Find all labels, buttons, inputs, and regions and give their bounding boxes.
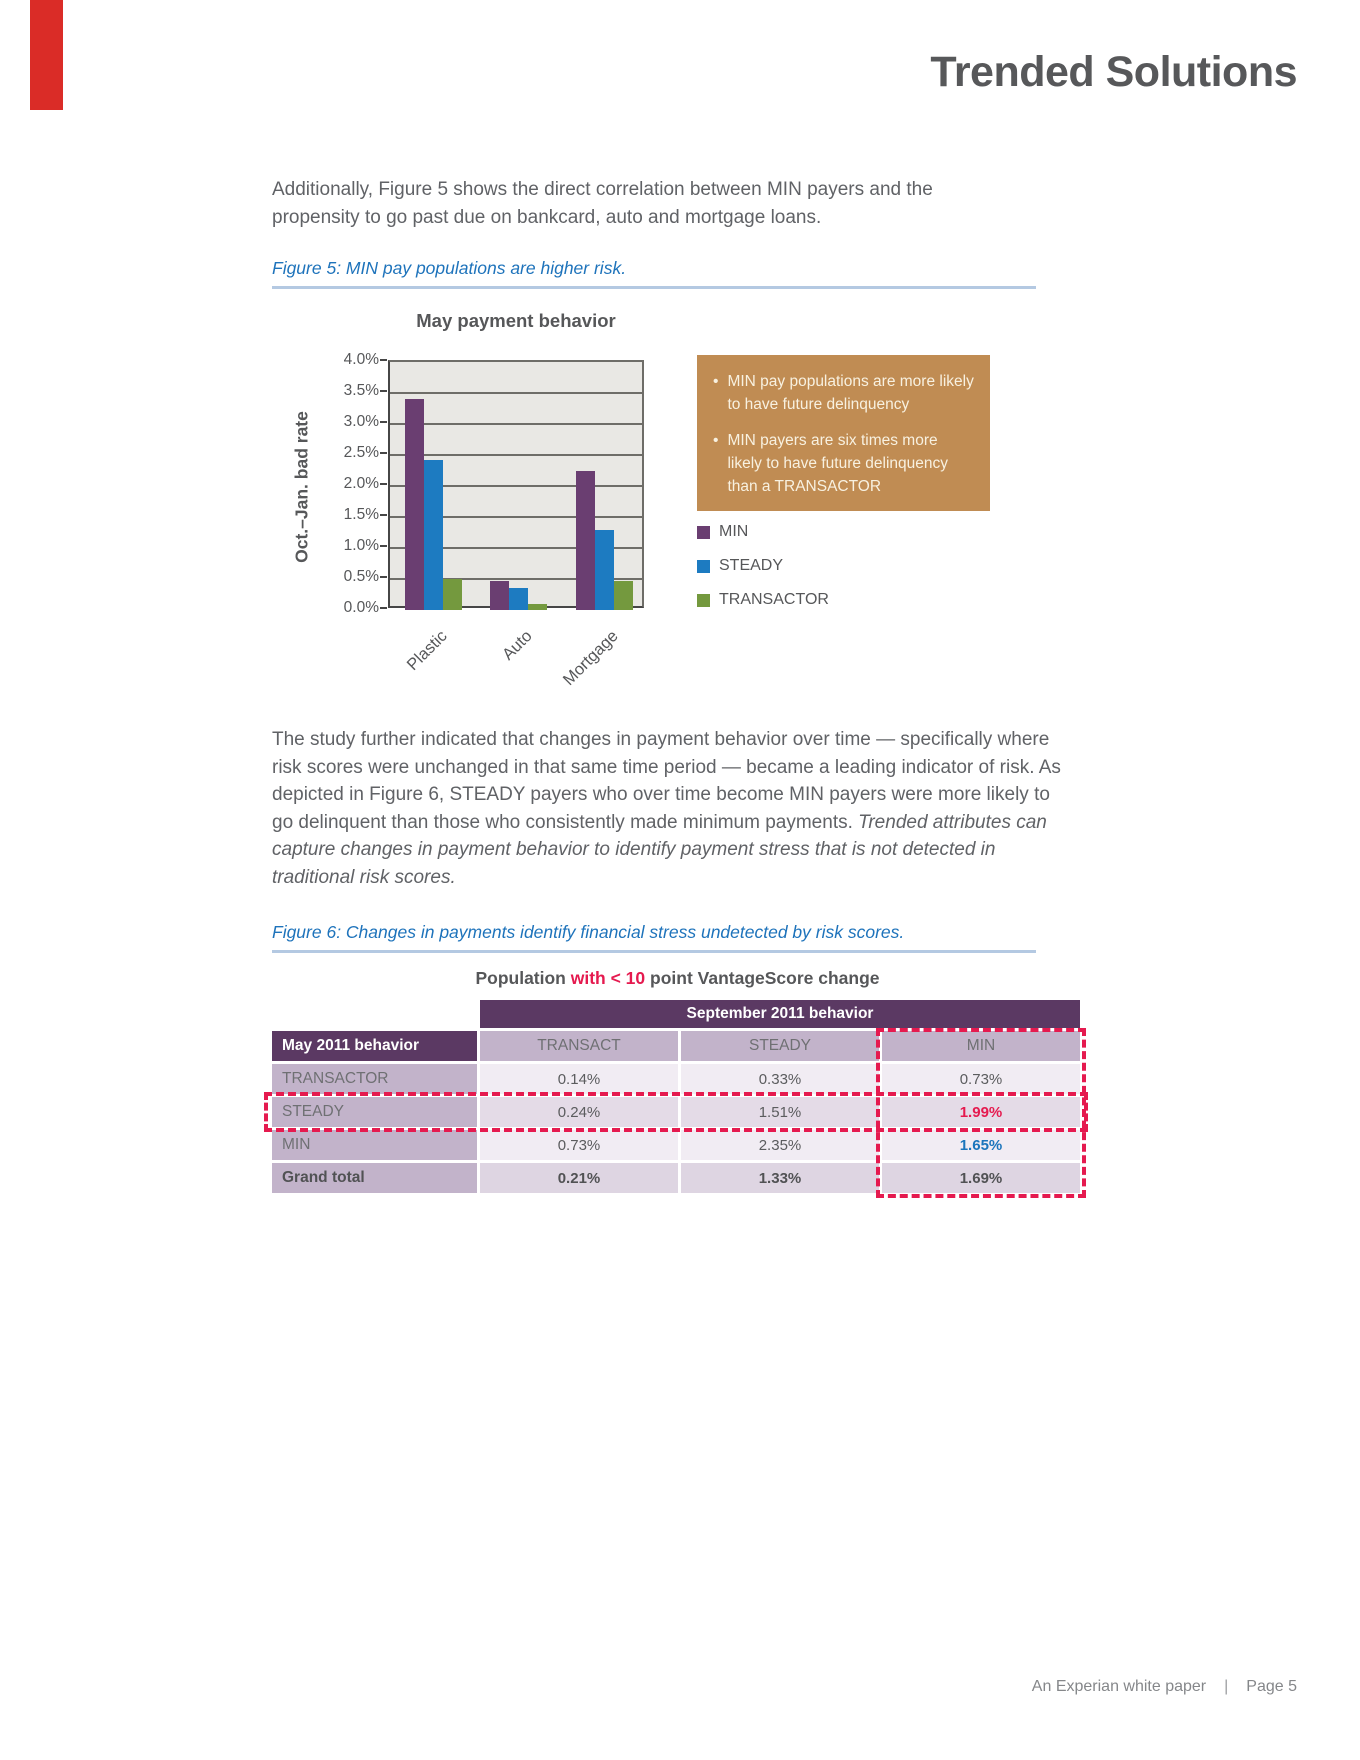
bar-steady-auto: [509, 588, 528, 610]
y-tick-mark: [380, 452, 387, 454]
callout-bullet: [713, 370, 976, 416]
figure5-chart: [272, 300, 1072, 710]
data-cell: 0.73%: [480, 1130, 678, 1160]
callout-box: [697, 355, 990, 511]
y-tick-label: 0.0%: [343, 599, 379, 616]
corner-tab: [30, 0, 63, 110]
data-cell-highlight-blue: 1.65%: [882, 1130, 1080, 1160]
data-cell: 1.33%: [681, 1163, 879, 1193]
row-label-cell: MIN: [272, 1130, 477, 1160]
chart-title: May payment behavior: [416, 310, 616, 331]
bullet-icon: •: [713, 432, 719, 449]
table-row-min: [272, 1130, 1083, 1160]
corner-header-cell: May 2011 behavior: [272, 1031, 477, 1061]
row-label-cell: STEADY: [272, 1097, 477, 1127]
table-title-post: point VantageScore change: [645, 968, 880, 988]
y-tick-mark: [380, 421, 387, 423]
body-text-italic: Trended attributes can capture changes in payment behavior to identify payment stress that is not detected in traditional risk scores.: [272, 811, 1047, 888]
row-label-cell: TRANSACTOR: [272, 1064, 477, 1094]
bar-steady-plastic: [424, 460, 443, 610]
data-cell: 0.21%: [480, 1163, 678, 1193]
body-text: The study further indicated that changes in payment behavior over time — specifically where risk scores were unchanged in that same time period — became a leading indicator of risk. As depicted in Figure 6, STEADY payers who over time become MIN payers were more likely to go delinquent than those who consistently made minimum payments.: [272, 729, 1061, 833]
category-label-auto: Auto: [498, 627, 536, 664]
callout-bullet: [713, 429, 976, 498]
legend-item-transactor: [697, 590, 829, 610]
y-tick-mark: [380, 576, 387, 578]
y-tick-label: 1.5%: [343, 506, 379, 523]
footer: [1032, 1678, 1297, 1696]
bar-transactor-mortgage: [614, 581, 633, 610]
bar-transactor-plastic: [443, 579, 462, 610]
footer-text: An Experian white paper: [1031, 1678, 1207, 1695]
legend-label: MIN: [719, 523, 749, 540]
table-header-row: [272, 1031, 1083, 1061]
callout-bullet-text: MIN payers are six times more likely to have future delinquency than a TRANSACTOR: [727, 432, 949, 495]
data-cell: 0.33%: [681, 1064, 879, 1094]
y-tick-mark: [380, 483, 387, 485]
y-tick-mark: [380, 607, 387, 609]
y-tick-label: 3.5%: [343, 382, 379, 399]
y-tick-label: 1.0%: [343, 537, 379, 554]
table-row-transactor: [272, 1064, 1083, 1094]
data-cell: 0.14%: [480, 1064, 678, 1094]
legend-swatch: [697, 594, 710, 607]
y-tick-label: 0.5%: [343, 568, 379, 585]
y-tick-label: 2.0%: [343, 475, 379, 492]
table-title-highlight: with < 10: [570, 968, 646, 988]
body-paragraph: [272, 726, 1062, 891]
plot-area: [388, 360, 644, 608]
data-cell: 2.35%: [681, 1130, 879, 1160]
data-cell: 1.51%: [681, 1097, 879, 1127]
legend-swatch: [697, 560, 710, 573]
column-header-steady: STEADY: [681, 1031, 879, 1061]
callout-bullet-text: MIN pay populations are more likely to have future delinquency: [727, 373, 974, 413]
column-header-transact: TRANSACT: [480, 1031, 678, 1061]
figure6-table: [272, 1000, 1083, 1193]
y-tick-label: 4.0%: [343, 351, 379, 368]
legend-item-steady: [697, 556, 783, 576]
category-label-plastic: Plastic: [403, 627, 451, 675]
column-header-min: MIN: [882, 1031, 1080, 1061]
page-number: Page 5: [1246, 1678, 1297, 1695]
y-tick-label: 3.0%: [343, 413, 379, 430]
legend-label: TRANSACTOR: [719, 591, 829, 608]
row-label-cell: Grand total: [272, 1163, 477, 1193]
y-axis-label: Oct.–Jan. bad rate: [291, 411, 312, 563]
table-title-pre: Population: [475, 968, 571, 988]
data-cell: 0.24%: [480, 1097, 678, 1127]
bar-steady-mortgage: [595, 530, 614, 610]
legend-label: STEADY: [719, 557, 784, 574]
data-cell: 1.69%: [882, 1163, 1080, 1193]
y-tick-mark: [380, 359, 387, 361]
figure6-caption: Figure 6: Changes in payments identify financial stress undetected by risk scores.: [272, 922, 905, 942]
y-tick-mark: [380, 390, 387, 392]
bar-transactor-auto: [528, 604, 547, 610]
table-row-grand-total: [272, 1163, 1083, 1193]
bar-min-mortgage: [576, 471, 595, 611]
data-cell-highlight-red: 1.99%: [882, 1097, 1080, 1127]
gridline: [390, 454, 642, 456]
bullet-icon: •: [713, 373, 719, 390]
legend-item-min: [697, 522, 748, 542]
page-title: Trended Solutions: [930, 48, 1297, 96]
table-title: [272, 968, 1083, 989]
table-row-steady: [272, 1097, 1083, 1127]
table-banner: September 2011 behavior: [480, 1000, 1080, 1028]
bar-min-plastic: [405, 399, 424, 610]
y-tick-mark: [380, 514, 387, 516]
bar-min-auto: [490, 581, 509, 610]
gridline: [390, 423, 642, 425]
y-tick-mark: [380, 545, 387, 547]
figure5-caption-rule: [272, 286, 1036, 289]
intro-paragraph: Additionally, Figure 5 shows the direct correlation between MIN payers and the propensity to go past due on bankcard, auto and mortgage loans.: [272, 179, 933, 228]
footer-separator: |: [1224, 1678, 1229, 1695]
legend-swatch: [697, 526, 710, 539]
y-tick-label: 2.5%: [343, 444, 379, 461]
gridline: [390, 392, 642, 394]
figure5-caption: Figure 5: MIN pay populations are higher risk.: [272, 258, 627, 278]
figure6-caption-rule: [272, 950, 1036, 953]
data-cell: 0.73%: [882, 1064, 1080, 1094]
category-label-mortgage: Mortgage: [559, 627, 622, 690]
